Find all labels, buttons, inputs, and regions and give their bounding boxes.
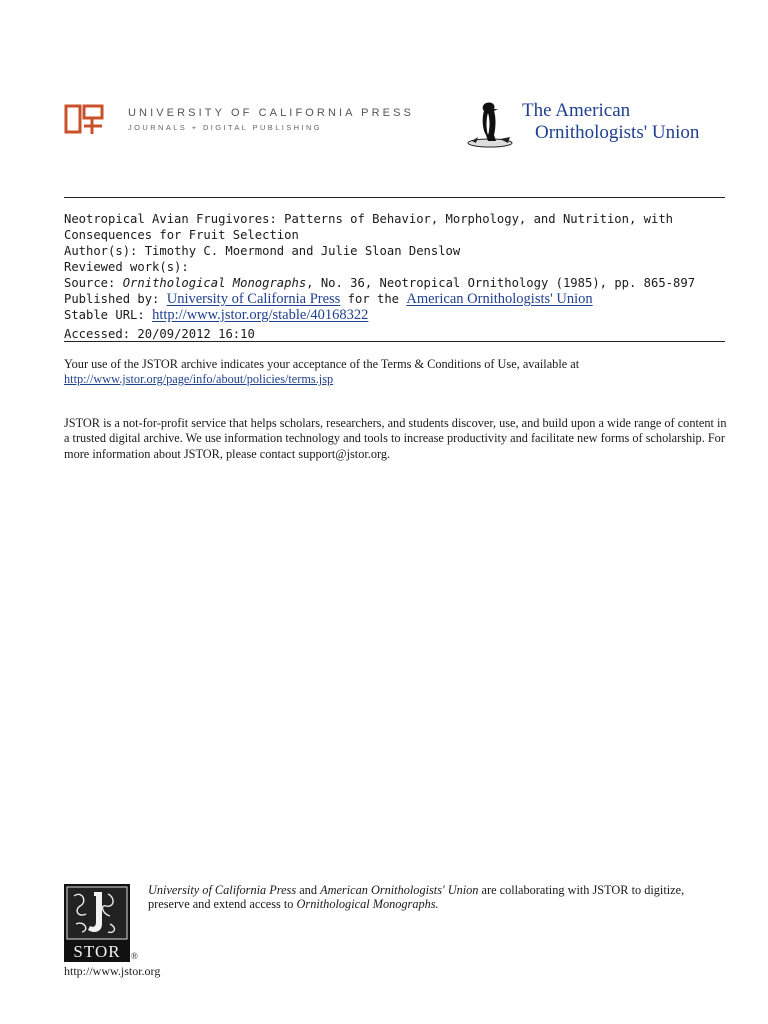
middle-divider <box>64 341 725 342</box>
collab-and: and <box>299 883 317 897</box>
authors-label: Author(s): <box>64 244 138 258</box>
collab-journal: Ornithological Monographs. <box>296 897 439 911</box>
source-details: , No. 36, Neotropical Ornithology (1985), pp. 865-897 <box>306 276 696 290</box>
for-text: for the <box>347 292 400 306</box>
registered-mark: ® <box>131 951 138 961</box>
jstor-logo-text: STOR <box>73 942 121 961</box>
authors: Timothy C. Moermond and Julie Sloan Denslow <box>144 244 461 258</box>
about-paragraph: JSTOR is a not-for-profit service that helps scholars, researchers, and students discover, use, and build upon a wide range of content in a trusted digital archive. We use information technology and tools to increase productivity and facilitate new forms of scholarship. For more information about JSTOR, please contact support@jstor.org. <box>64 416 727 461</box>
aou-name <box>522 100 699 144</box>
source-label: Source: <box>64 276 116 290</box>
published-line <box>64 291 734 307</box>
accessed-date: 20/09/2012 16:10 <box>137 327 255 341</box>
source-line <box>64 275 734 291</box>
jstor-home-link[interactable]: http://www.jstor.org <box>64 964 161 978</box>
published-label: Published by: <box>64 292 160 306</box>
collab-publisher-2: American Ornithologists' Union <box>320 883 479 897</box>
stable-url-line <box>64 307 734 323</box>
terms-link[interactable]: http://www.jstor.org/page/info/about/policies/terms.jsp <box>64 372 334 387</box>
authors-line <box>64 243 734 259</box>
top-divider <box>64 197 725 198</box>
accessed-label: Accessed: <box>64 327 131 341</box>
aou-name-line2: Ornithologists' Union <box>535 122 700 143</box>
collab-publisher-1: University of California Press <box>148 883 297 897</box>
article-title: Neotropical Avian Frugivores: Patterns of Behavior, Morphology, and Nutrition, with Consequences for Fruit Selection <box>64 212 674 242</box>
source-journal: Ornithological Monographs <box>122 276 307 290</box>
jstor-logo-icon <box>64 884 130 962</box>
society-link[interactable]: American Ornithologists' Union <box>406 291 593 307</box>
reviewed-works-label: Reviewed work(s): <box>64 260 189 274</box>
aou-name-line1: The American <box>522 100 631 121</box>
ucp-subtitle: JOURNALS + DIGITAL PUBLISHING <box>128 123 323 132</box>
terms-paragraph <box>64 357 732 388</box>
citation-block <box>64 211 734 342</box>
collab-text: are collaborating with JSTOR to digitize, preserve and extend access to <box>148 883 685 911</box>
terms-text: Your use of the JSTOR archive indicates your acceptance of the Terms & Conditions of Use, available at <box>64 357 580 371</box>
collaboration-statement <box>148 883 728 911</box>
ucp-logo-icon <box>64 104 104 136</box>
publisher-link[interactable]: University of California Press <box>166 291 341 307</box>
stable-url-link[interactable]: http://www.jstor.org/stable/40168322 <box>152 307 369 323</box>
penguin-icon <box>466 97 518 149</box>
accessed-line <box>64 326 734 342</box>
ucp-name: UNIVERSITY OF CALIFORNIA PRESS <box>128 107 414 119</box>
stable-url-label: Stable URL: <box>64 308 145 322</box>
